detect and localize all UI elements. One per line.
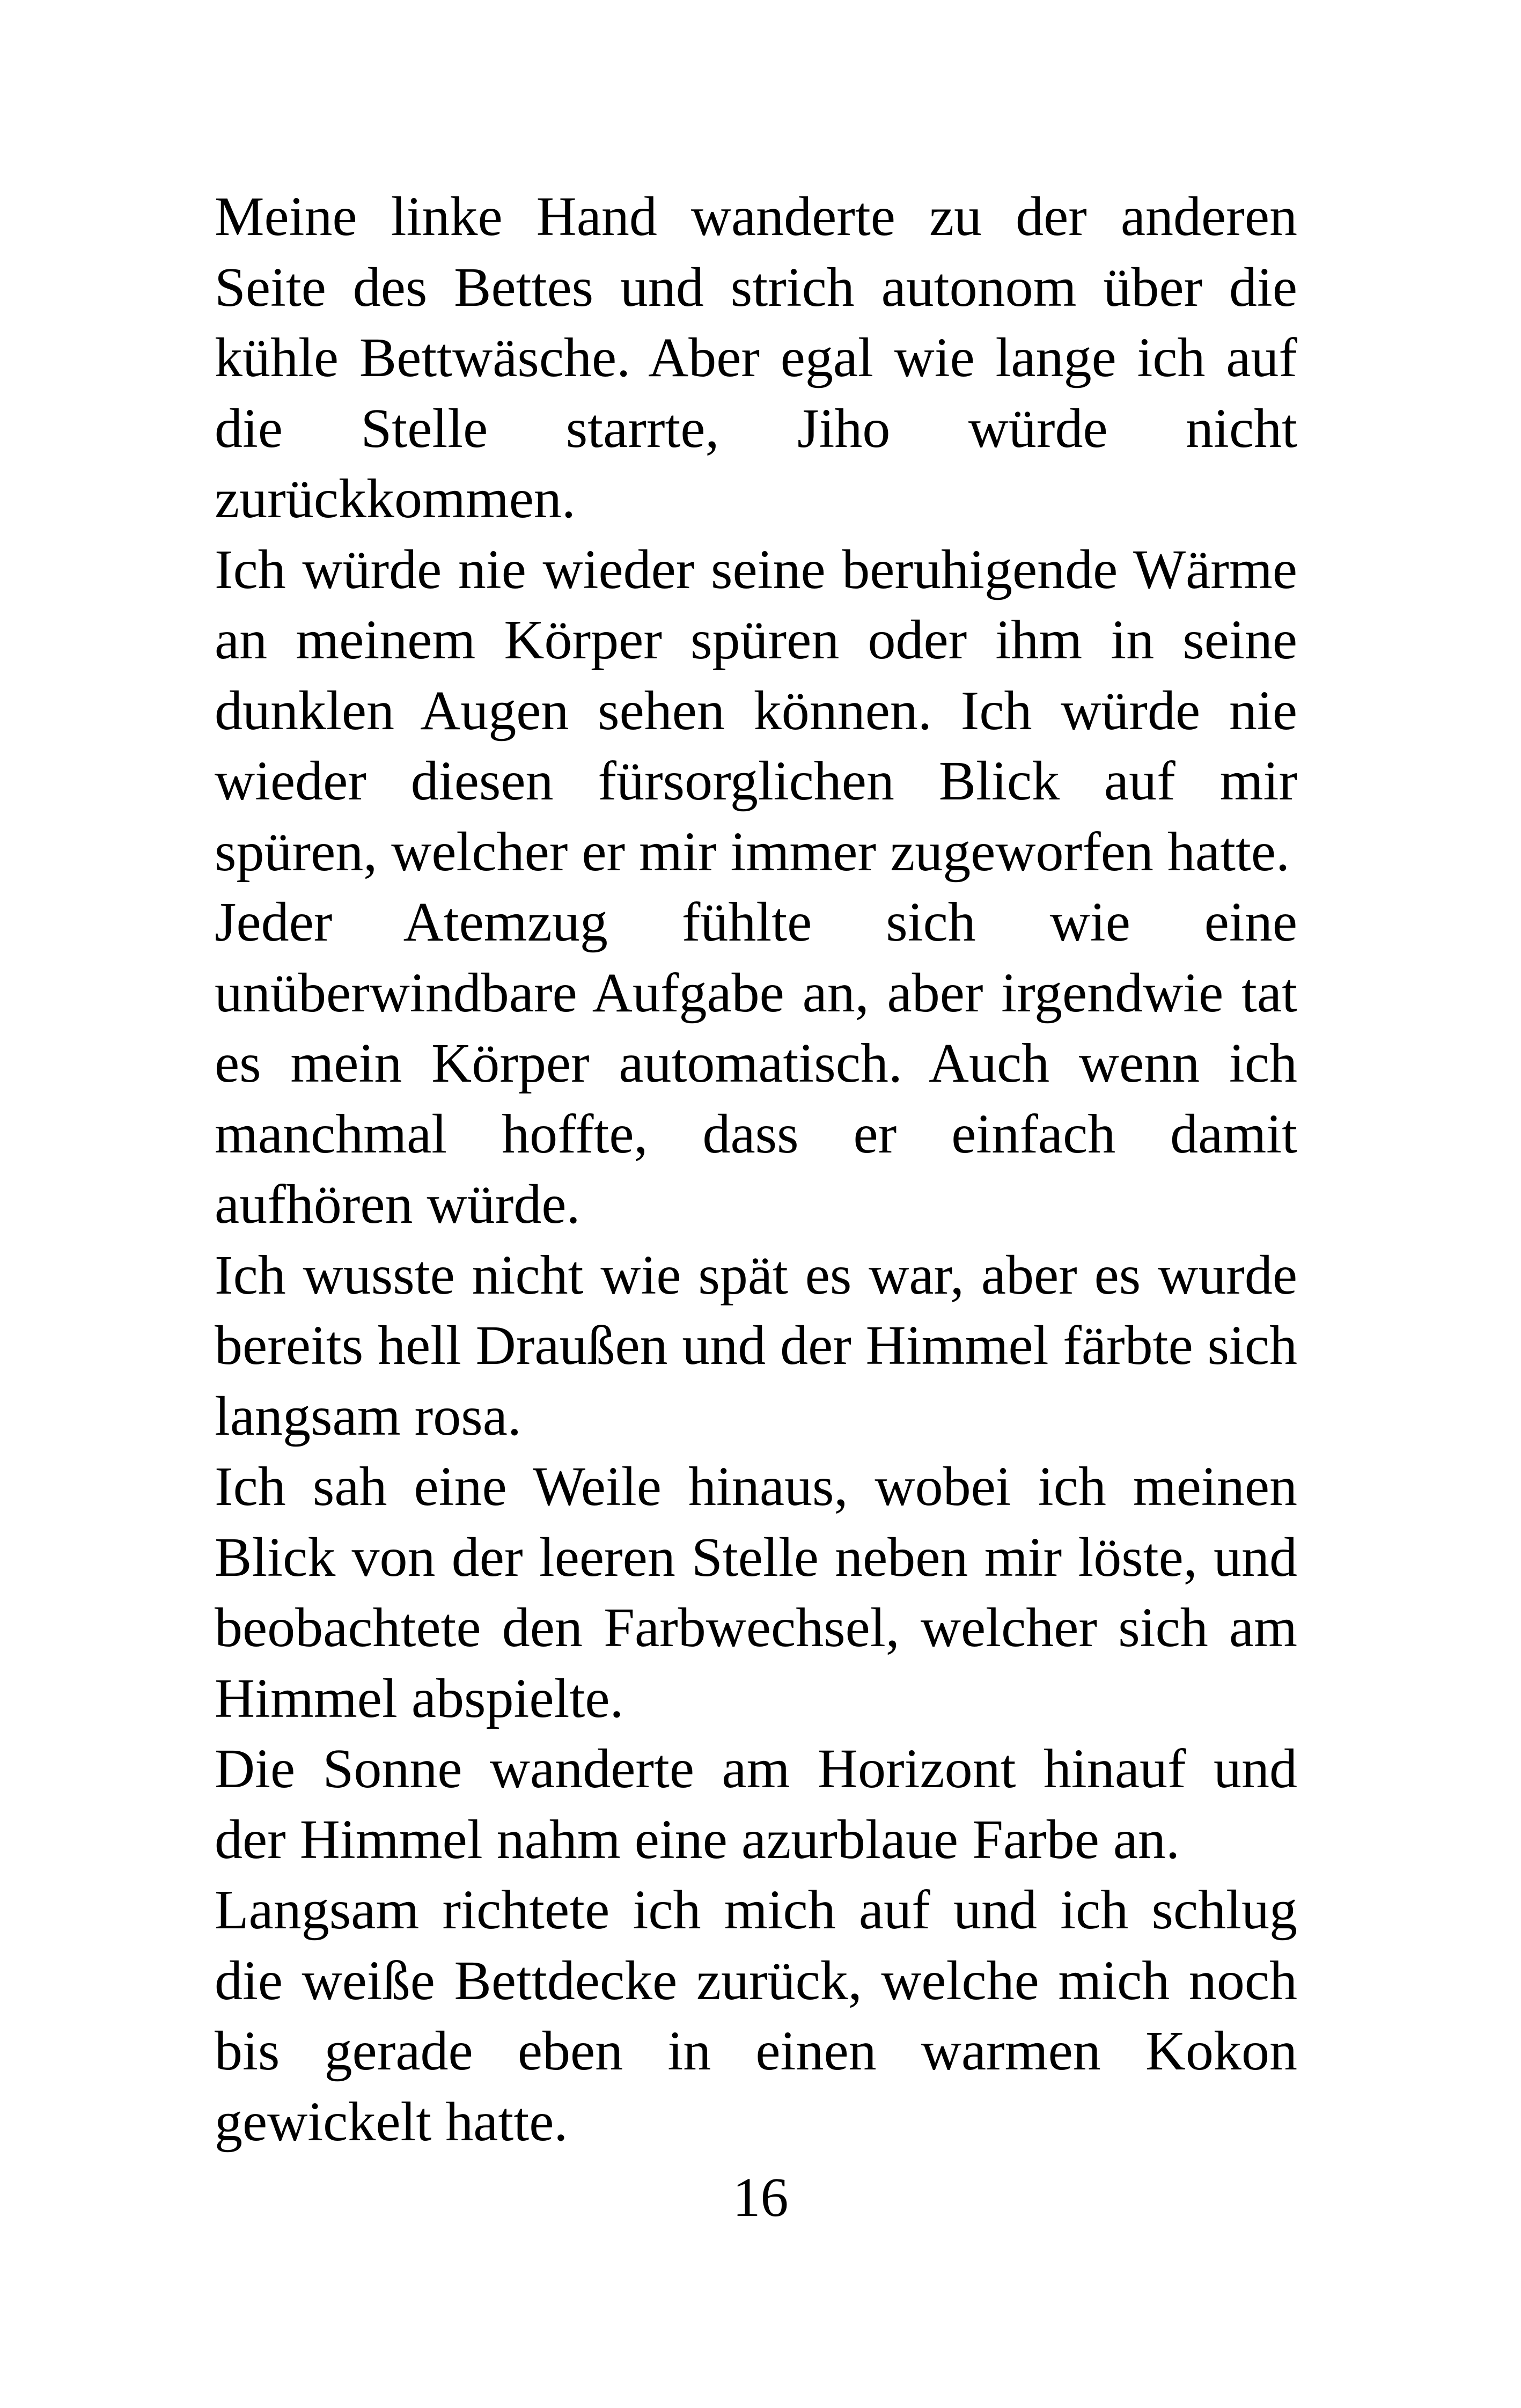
page-number: 16 bbox=[732, 2167, 789, 2228]
paragraph: Ich wusste nicht wie spät es war, aber es wurde bereits hell Draußen und der Himmel färbte sich langsam rosa. bbox=[215, 1244, 1297, 1447]
body-text bbox=[215, 181, 1297, 2157]
paragraph: Ich würde nie wieder seine beruhigende Wärme an meinem Körper spüren oder ihm in seine dunklen Augen sehen können. Ich würde nie wieder diesen fürsorglichen Blick auf mir spüren, welcher er mir immer zugeworfen hatte. bbox=[215, 538, 1297, 883]
paragraph: Langsam richtete ich mich auf und ich schlug die weiße Bettdecke zurück, welche mich noch bis gerade eben in einen warmen Kokon gewickelt hatte. bbox=[215, 1879, 1297, 2153]
paragraph: Meine linke Hand wanderte zu der anderen Seite des Bettes und strich autonom über die kühle Bettwäsche. Aber egal wie lange ich auf die Stelle starrte, Jiho würde nicht zurückkommen. bbox=[215, 186, 1297, 530]
paragraph: Ich sah eine Weile hinaus, wobei ich meinen Blick von der leeren Stelle neben mir löste, und beobachtete den Farbwechsel, welcher sich am Himmel abspielte. bbox=[215, 1456, 1297, 1729]
paragraph: Die Sonne wanderte am Horizont hinauf und der Himmel nahm eine azurblaue Farbe an. bbox=[215, 1738, 1297, 1870]
paragraph: Jeder Atemzug fühlte sich wie eine unüberwindbare Aufgabe an, aber irgendwie tat es mein Körper automatisch. Auch wenn ich manchmal hoffte, dass er einfach damit aufhören würde. bbox=[215, 891, 1297, 1235]
